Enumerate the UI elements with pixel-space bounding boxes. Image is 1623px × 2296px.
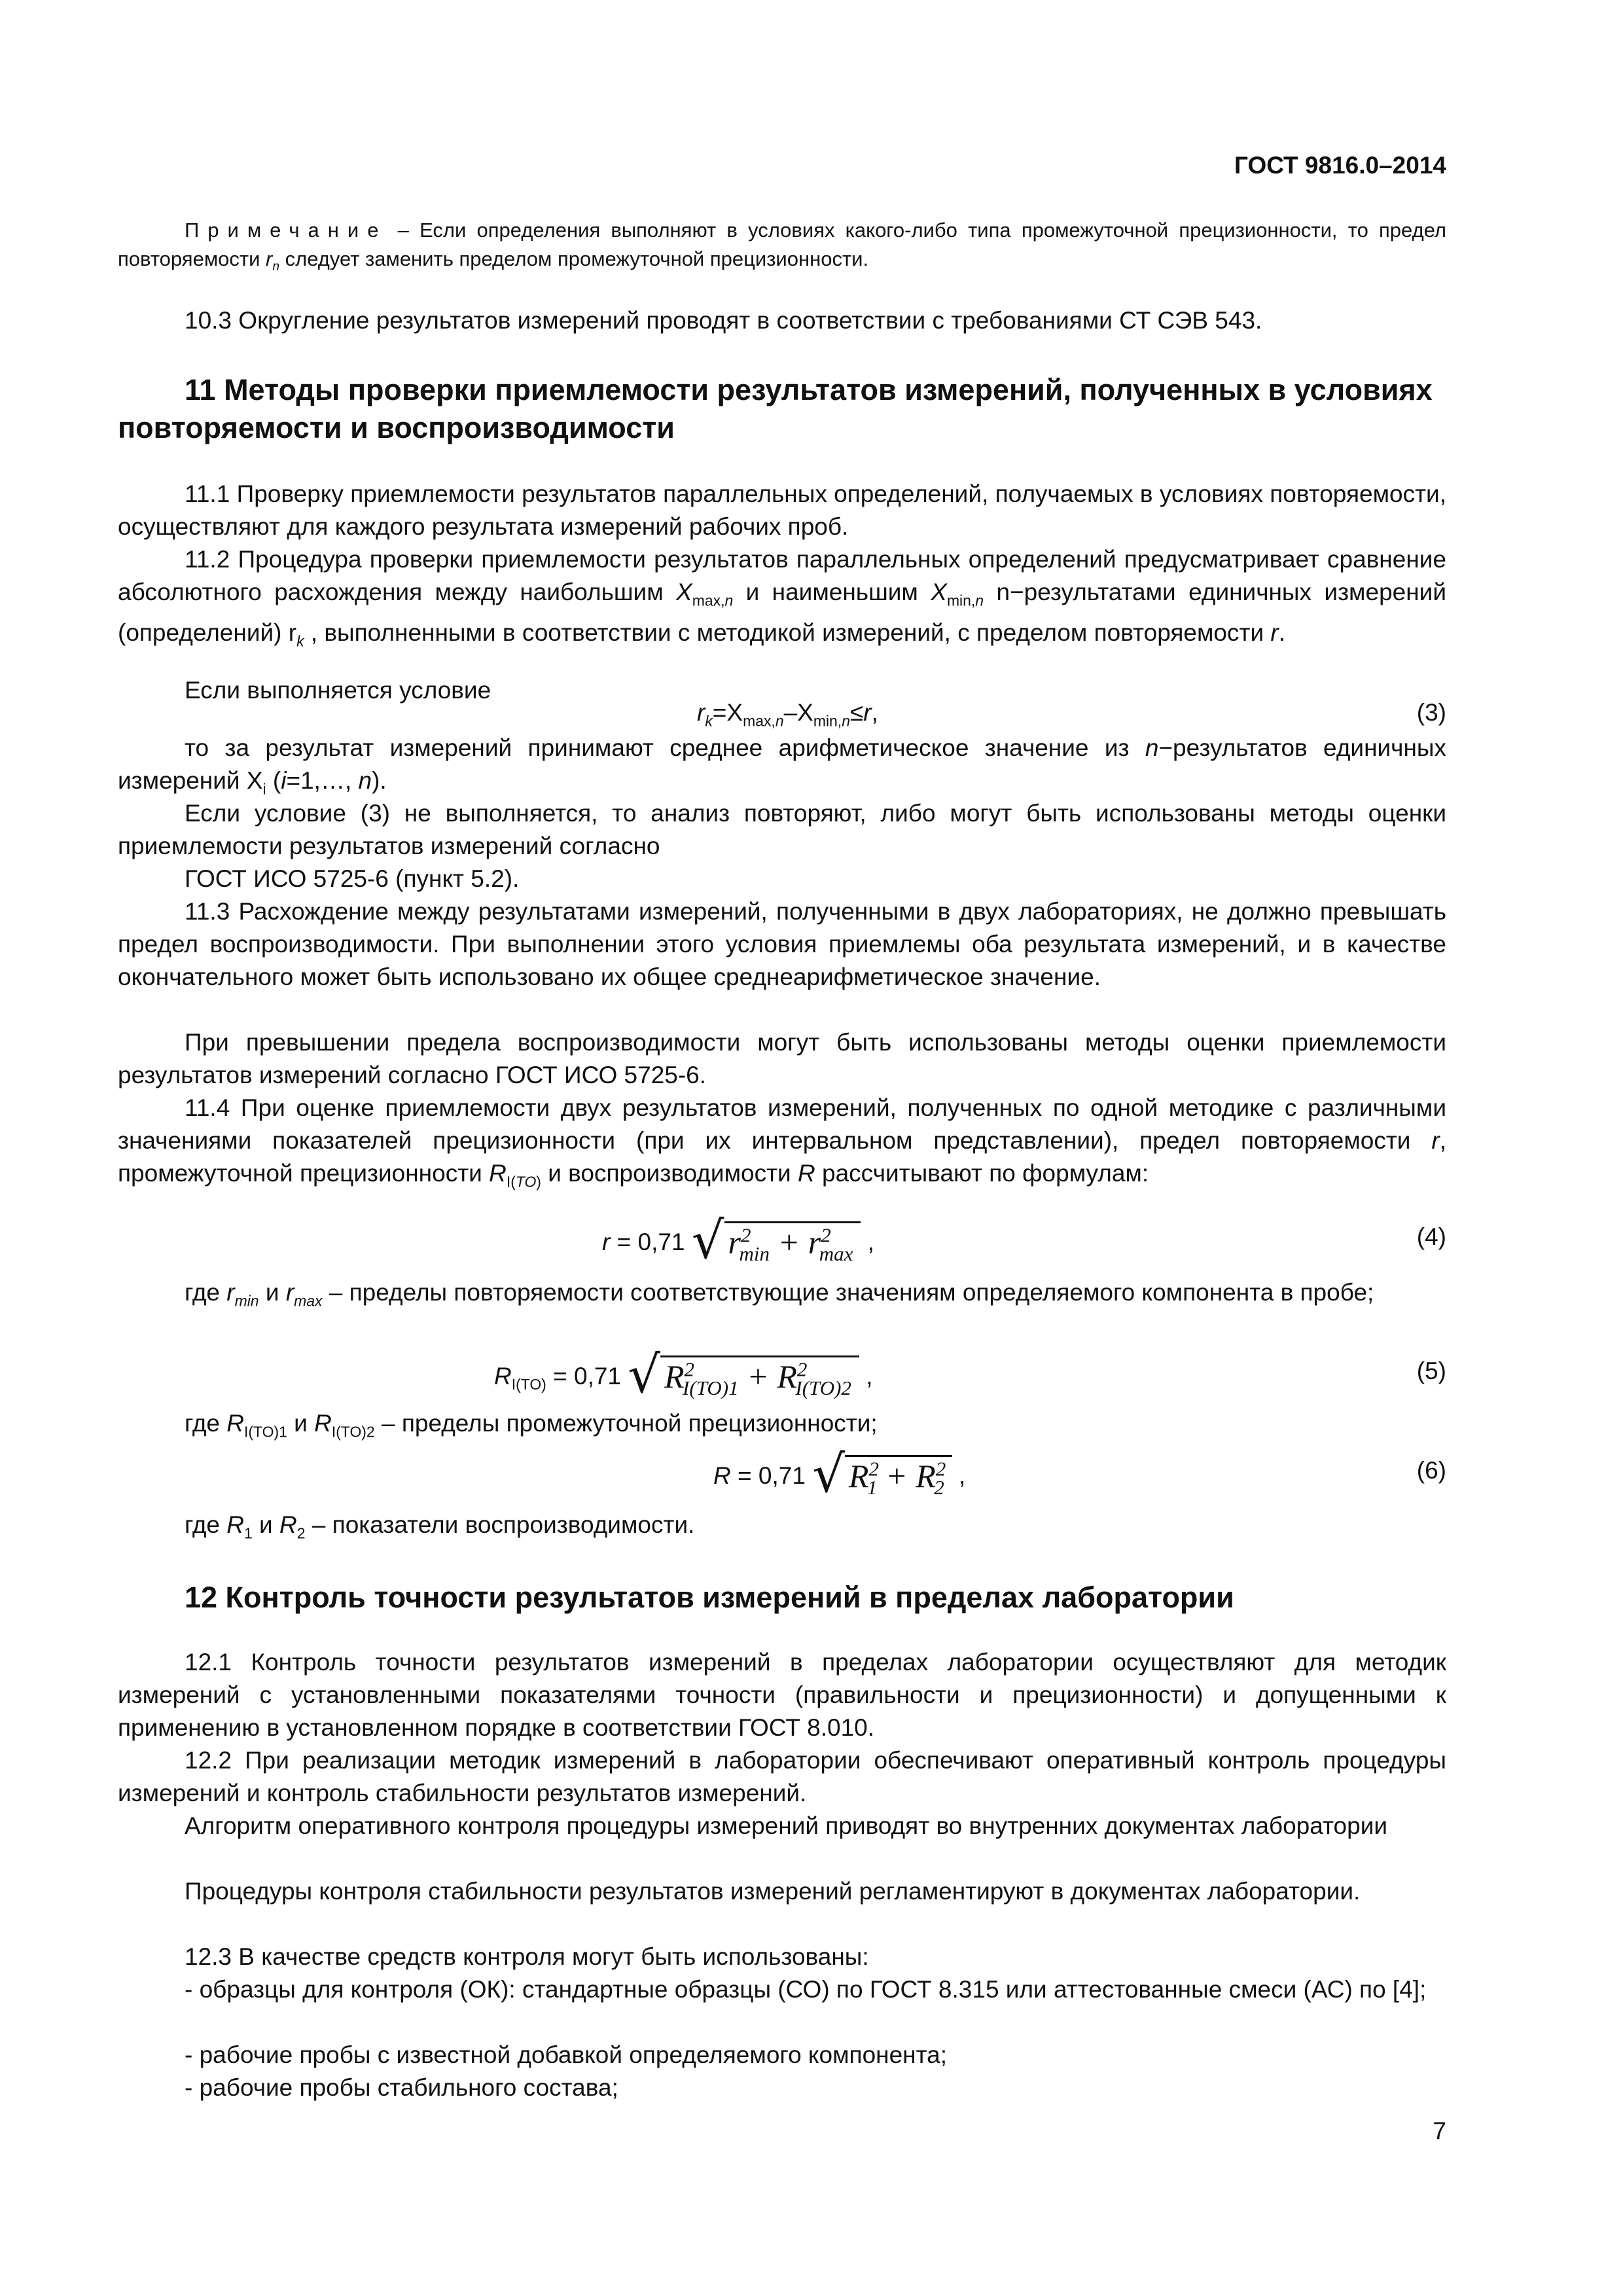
- formula-4-expression: r = 0,71 √ $r^2_{min} + r^2_{max}$ ,: [602, 1211, 874, 1270]
- paragraph-procedures: Процедуры контроля стабильности результатов измерений регламентируют в документах лаборатории.: [185, 1878, 1361, 1905]
- page-number: 7: [1433, 2117, 1446, 2144]
- formula-6-expression: R = 0,71 √ $R^2_1 + R^2_2$ ,: [713, 1445, 966, 1504]
- where-4: где $r_{min}$ и $r_{max}$ – пределы повторяемости соответствующие значениям определяемого компонента в пробе;: [185, 1279, 1374, 1310]
- formula-6-number: (6): [1416, 1457, 1446, 1484]
- paragraph-condition-not-met: Если условие (3) не выполняется, то анализ повторяют, либо могут быть использованы методы оценки приемлемости результатов измерений согласно: [118, 800, 1446, 859]
- note-paragraph: Примечание – Если определения выполняют в условиях какого-либо типа промежуточной прецизионности, то предел повторяемости $r_n$ следует заменить пределом промежуточной прецизионности.: [118, 219, 1446, 274]
- formula-5-number: (5): [1416, 1357, 1446, 1384]
- document-header: ГОСТ 9816.0–2014: [1234, 152, 1446, 179]
- formula-6: [118, 1445, 1446, 1504]
- paragraph-12-2: 12.2 При реализации методик измерений в лаборатории обеспечивают оперативный контроль процедуры измерений и контроль стабильности результатов измерений.: [118, 1747, 1446, 1806]
- formula-3: [118, 699, 1446, 734]
- paragraph-11-3: 11.3 Расхождение между результатами измерений, полученными в двух лабораториях, не должно превышать предел воспроизводимости. При выполнении этого условия приемлемы оба результата измерений, и в качестве окончательного может быть использовано их общее среднеарифметическое значение.: [118, 898, 1446, 990]
- formula-5-expression: $R_{I(TO)} = 0,71$ √ $R^2_{I(TO)1} + R^2_{I(TO)2}$ ,: [494, 1346, 873, 1405]
- list-item: - образцы для контроля (ОК): стандартные образцы (СО) по ГОСТ 8.315 или аттестованные смеси (АС) по [4];: [185, 1976, 1427, 2003]
- where-6: где $R_1$ и $R_2$ – показатели воспроизводимости.: [185, 1511, 695, 1542]
- paragraph-11-2: 11.2 Процедура проверки приемлемости результатов параллельных определений предусматривает сравнение абсолютного расхождения между наибольшим $X_{max,n}$ и наименьшим $X_{min,n}$ n−результатами единичных измерений (определений) $r_k$ , выполненными в соответствии с методикой измерений, с пределом повторяемости r.: [118, 546, 1446, 650]
- paragraph-10-3: 10.3 Округление результатов измерений проводят в соответствии с требованиями СТ СЭВ 543.: [185, 307, 1262, 334]
- formula-5: [118, 1346, 1446, 1405]
- paragraph-12-3: 12.3 В качестве средств контроля могут быть использованы:: [185, 1943, 869, 1970]
- formula-3-number: (3): [1416, 699, 1446, 726]
- section-12-heading: 12 Контроль точности результатов измерений в пределах лаборатории: [185, 1581, 1234, 1614]
- condition-intro: Если выполняется условие: [185, 677, 491, 704]
- paragraph-11-1: 11.1 Проверку приемлемости результатов параллельных определений, получаемых в условиях повторяемости, осуществляют для каждого результата измерений рабочих проб.: [118, 480, 1446, 540]
- section-11-heading: 11 Методы проверки приемлемости результатов измерений, полученных в условиях повторяемости и воспроизводимости: [118, 373, 1433, 444]
- list-item: - рабочие пробы стабильного состава;: [185, 2074, 618, 2101]
- paragraph-gost-iso: ГОСТ ИСО 5725-6 (пункт 5.2).: [185, 865, 520, 892]
- formula-4-number: (4): [1416, 1223, 1446, 1250]
- paragraph-12-1: 12.1 Контроль точности результатов измерений в пределах лаборатории осуществляют для методик измерений с установленными показателями точности (правильности и прецизионности) и допущенными к применению в установленном порядке в соответствии ГОСТ 8.010.: [118, 1649, 1446, 1741]
- paragraph-exceed: При превышении предела воспроизводимости могут быть использованы методы оценки приемлемости результатов измерений согласно ГОСТ ИСО 5725-6.: [118, 1029, 1446, 1088]
- paragraph-then: то за результат измерений принимают среднее арифметическое значение из n−результатов единичных измерений $X_i$ (i=1,…, n).: [118, 734, 1446, 798]
- note-label: Примечание: [185, 219, 387, 242]
- list-item: - рабочие пробы с известной добавкой определяемого компонента;: [185, 2041, 947, 2068]
- where-5: где $R_{I(TO)1}$ и $R_{I(TO)2}$ – пределы промежуточной прецизионности;: [185, 1410, 878, 1441]
- formula-3-expression: $r_k=X_{max,n}-X_{min,n}\le r$,: [697, 699, 878, 730]
- paragraph-11-4: 11.4 При оценке приемлемости двух результатов измерений, полученных по одной методике с различными значениями показателей прецизионности (при их интервальном представлении), предел повторяемости r, промежуточной прецизионности $R_{I(TO)}$ и воспроизводимости R рассчитывают по формулам:: [118, 1094, 1446, 1191]
- paragraph-algorithm: Алгоритм оперативного контроля процедуры измерений приводят во внутренних документах лаборатории: [185, 1812, 1388, 1839]
- formula-4: [118, 1211, 1446, 1270]
